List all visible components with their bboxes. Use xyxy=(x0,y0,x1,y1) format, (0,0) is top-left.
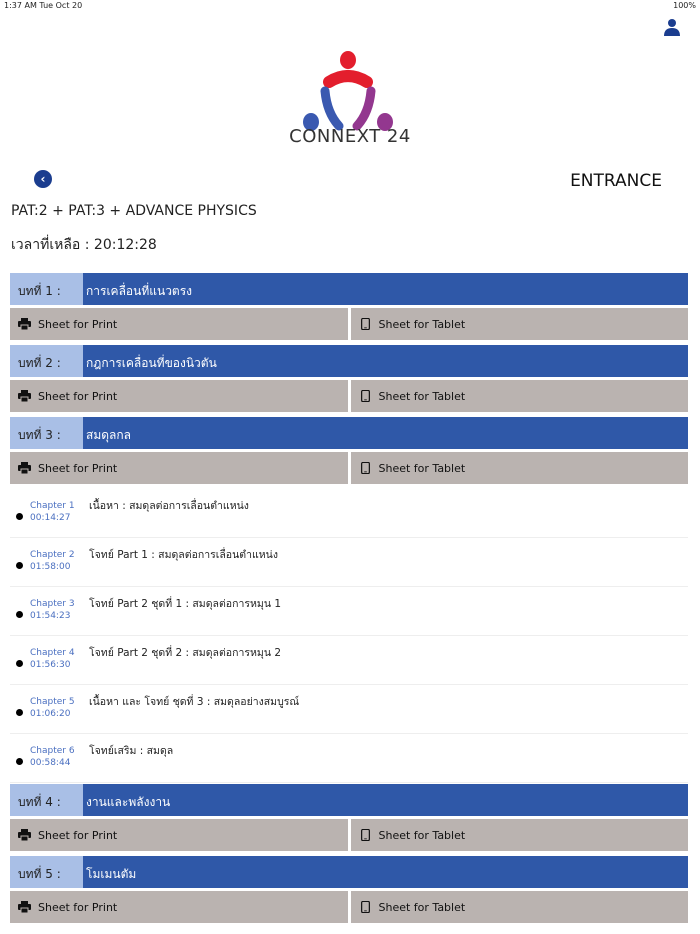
tablet-icon xyxy=(359,390,372,402)
course-name: PAT:2 + PAT:3 + ADVANCE PHYSICS xyxy=(11,203,257,219)
lesson-label: บทที่ 4 : xyxy=(10,784,83,816)
chapter-title: โจทย์ Part 1 : สมดุลต่อการเลื่อนตำแหน่ง xyxy=(89,549,278,561)
sheet-for-print-button[interactable] xyxy=(10,891,348,923)
back-button[interactable]: ‹ xyxy=(34,170,52,188)
bullet-icon xyxy=(16,758,23,765)
chapter-item[interactable] xyxy=(10,489,688,538)
chapter-duration: 00:14:27 xyxy=(30,513,71,523)
sheet-for-tablet-button[interactable] xyxy=(351,308,689,340)
chapter-name: Chapter 4 xyxy=(30,648,75,658)
sheet-print-label: Sheet for Print xyxy=(38,828,118,842)
chapter-title: โจทย์ Part 2 ชุดที่ 2 : สมดุลต่อการหมุน 2 xyxy=(89,647,282,659)
lesson-title: การเคลื่อนที่แนวตรง xyxy=(83,273,688,305)
chapter-title: โจทย์เสริม : สมดุล xyxy=(89,745,174,757)
chapter-duration: 01:06:20 xyxy=(30,709,71,719)
chapter-title: เนื้อหา : สมดุลต่อการเลื่อนตำแหน่ง xyxy=(89,500,249,512)
sheet-tablet-label: Sheet for Tablet xyxy=(378,828,466,842)
battery-status: 100% xyxy=(673,1,696,10)
tablet-icon xyxy=(359,462,372,474)
chapter-item[interactable] xyxy=(10,636,688,685)
lesson-header[interactable] xyxy=(10,273,688,305)
sheet-for-print-button[interactable] xyxy=(10,819,348,851)
sheet-for-tablet-button[interactable] xyxy=(351,819,689,851)
status-bar xyxy=(0,0,700,12)
lesson-header[interactable] xyxy=(10,417,688,449)
status-time: 1:37 AM Tue Oct 20 xyxy=(4,1,83,10)
lesson-title: กฎการเคลื่อนที่ของนิวตัน xyxy=(83,345,688,377)
sheet-for-tablet-button[interactable] xyxy=(351,380,689,412)
sheet-tablet-label: Sheet for Tablet xyxy=(378,317,466,331)
bullet-icon xyxy=(16,660,23,667)
chapter-title: โจทย์ Part 2 ชุดที่ 1 : สมดุลต่อการหมุน 1 xyxy=(89,598,282,610)
tablet-icon xyxy=(359,829,372,841)
chapter-item[interactable] xyxy=(10,734,688,783)
chapter-name: Chapter 6 xyxy=(30,746,75,756)
sheet-tablet-label: Sheet for Tablet xyxy=(378,389,466,403)
lesson-label: บทที่ 1 : xyxy=(10,273,83,305)
user-icon[interactable] xyxy=(664,18,680,36)
lesson-label: บทที่ 3 : xyxy=(10,417,83,449)
printer-icon xyxy=(18,390,31,402)
sheet-for-print-button[interactable] xyxy=(10,452,348,484)
chapter-title: เนื้อหา และ โจทย์ ชุดที่ 3 : สมดุลอย่างสมบูรณ์ xyxy=(89,696,300,708)
tablet-icon xyxy=(359,901,372,913)
tablet-icon xyxy=(359,318,372,330)
sheet-tablet-label: Sheet for Tablet xyxy=(378,461,466,475)
chapter-item[interactable] xyxy=(10,685,688,734)
lesson-title: งานและพลังงาน xyxy=(83,784,688,816)
sheet-for-print-button[interactable] xyxy=(10,380,348,412)
lesson-title: โมเมนตัม xyxy=(83,856,688,888)
chapter-name: Chapter 1 xyxy=(30,501,75,511)
sheet-print-label: Sheet for Print xyxy=(38,317,118,331)
chapter-duration: 01:54:23 xyxy=(30,611,71,621)
chapter-name: Chapter 2 xyxy=(30,550,75,560)
lesson-header[interactable] xyxy=(10,345,688,377)
chapter-name: Chapter 3 xyxy=(30,599,75,609)
brand-name: CONNEXT 24 xyxy=(289,126,411,147)
chapter-item[interactable] xyxy=(10,587,688,636)
sheet-print-label: Sheet for Print xyxy=(38,900,118,914)
lesson-label: บทที่ 2 : xyxy=(10,345,83,377)
sheet-tablet-label: Sheet for Tablet xyxy=(378,900,466,914)
sheet-for-tablet-button[interactable] xyxy=(351,891,689,923)
bullet-icon xyxy=(16,562,23,569)
chapter-duration: 01:58:00 xyxy=(30,562,71,572)
lesson-list xyxy=(10,273,688,928)
sheet-print-label: Sheet for Print xyxy=(38,461,118,475)
printer-icon xyxy=(18,462,31,474)
chapter-item[interactable] xyxy=(10,538,688,587)
printer-icon xyxy=(18,901,31,913)
chapter-duration: 00:58:44 xyxy=(30,758,71,768)
chapter-duration: 01:56:30 xyxy=(30,660,71,670)
bullet-icon xyxy=(16,709,23,716)
lesson-header[interactable] xyxy=(10,856,688,888)
lesson-header[interactable] xyxy=(10,784,688,816)
lesson-label: บทที่ 5 : xyxy=(10,856,83,888)
sheet-for-tablet-button[interactable] xyxy=(351,452,689,484)
time-remaining: เวลาที่เหลือ : 20:12:28 xyxy=(11,237,157,253)
printer-icon xyxy=(18,829,31,841)
page-title: ENTRANCE xyxy=(570,171,662,191)
sheet-print-label: Sheet for Print xyxy=(38,389,118,403)
bullet-icon xyxy=(16,513,23,520)
bullet-icon xyxy=(16,611,23,618)
printer-icon xyxy=(18,318,31,330)
sheet-for-print-button[interactable] xyxy=(10,308,348,340)
lesson-title: สมดุลกล xyxy=(83,417,688,449)
chapter-name: Chapter 5 xyxy=(30,697,75,707)
